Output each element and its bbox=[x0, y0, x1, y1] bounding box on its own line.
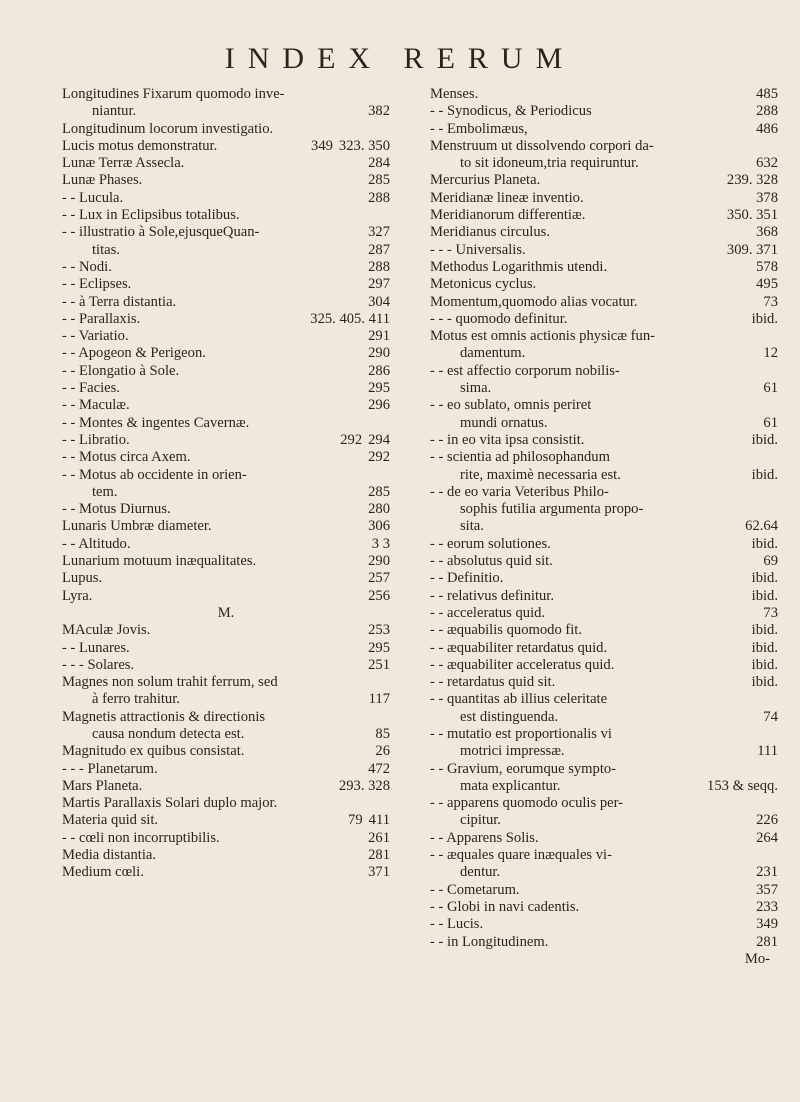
index-entry bbox=[430, 467, 778, 484]
catchword: Mo- bbox=[744, 950, 770, 967]
entry-text: - - eo sublato, omnis periret bbox=[430, 397, 592, 414]
entry-text: Longitudinum locorum investigatio. bbox=[62, 120, 274, 137]
entry-text: - - Motus ab occidente in orien- bbox=[62, 466, 247, 483]
entry-text: - - Elongatio à Sole. bbox=[62, 362, 180, 379]
index-entry bbox=[430, 622, 778, 639]
page-reference: ibid. bbox=[751, 431, 778, 448]
entry-text: - - Apogeon & Perigeon. bbox=[62, 345, 206, 362]
entry-text: niantur. bbox=[92, 103, 137, 120]
entry-text: - - mutatio est proportionalis vi bbox=[430, 725, 612, 742]
entry-text: rite, maximè necessaria est. bbox=[460, 466, 621, 483]
entry-text: cipitur. bbox=[460, 812, 501, 829]
entry-text: Media distantia. bbox=[62, 847, 157, 864]
index-entry bbox=[430, 86, 778, 103]
entry-text: sophis futilia argumenta propo- bbox=[460, 501, 644, 518]
page-reference: 297 bbox=[368, 276, 390, 293]
page-reference: ibid. bbox=[751, 674, 778, 691]
index-entry bbox=[430, 882, 778, 899]
index-entry bbox=[62, 830, 390, 847]
index-entry bbox=[62, 276, 390, 293]
page-reference: ibid. bbox=[751, 535, 778, 552]
index-entry bbox=[62, 778, 390, 795]
entry-text: - - relativus definitur. bbox=[430, 587, 555, 604]
page-reference: 306 bbox=[368, 518, 390, 535]
page-reference: 295 bbox=[368, 639, 390, 656]
entry-text: - - - quomodo definitur. bbox=[430, 310, 568, 327]
page-reference: 3 3 bbox=[371, 535, 390, 552]
entry-text: - - est affectio corporum nobilis- bbox=[430, 362, 620, 379]
index-entry bbox=[430, 501, 778, 518]
page-reference: 632 bbox=[756, 155, 778, 172]
entry-text: damentum. bbox=[460, 345, 526, 362]
page-reference: 286 bbox=[368, 362, 390, 379]
entry-text: - - Eclipses. bbox=[62, 276, 132, 293]
entry-text: - - - Universalis. bbox=[430, 241, 526, 258]
entry-text: Longitudines Fixarum quomodo inve- bbox=[62, 86, 285, 102]
index-entry bbox=[62, 847, 390, 864]
letter-heading: M. bbox=[217, 604, 235, 621]
index-entry bbox=[62, 743, 390, 760]
page-reference: 62.64 bbox=[745, 518, 778, 535]
page-reference: 294 bbox=[368, 431, 390, 448]
page-reference: ibid. bbox=[751, 639, 778, 656]
page-reference: 257 bbox=[368, 570, 390, 587]
page-reference: 74 bbox=[763, 708, 778, 725]
index-entry bbox=[430, 397, 778, 414]
index-entry bbox=[62, 761, 390, 778]
entry-text: - - Gravium, eorumque sympto- bbox=[430, 760, 617, 777]
index-entry bbox=[62, 622, 390, 639]
page-reference: 291 bbox=[368, 328, 390, 345]
entry-text: - - cœli non incorruptibilis. bbox=[62, 829, 220, 846]
index-entry bbox=[430, 934, 778, 951]
page-reference: 292 bbox=[340, 431, 363, 448]
index-entry bbox=[430, 640, 778, 657]
page-reference: 304 bbox=[368, 293, 390, 310]
entry-text: Magnes non solum trahit ferrum, sed bbox=[62, 674, 278, 691]
index-entry bbox=[430, 847, 778, 864]
index-entry bbox=[62, 536, 390, 553]
index-entry bbox=[62, 795, 390, 812]
entry-text: - - Globi in navi cadentis. bbox=[430, 898, 580, 915]
index-entry bbox=[62, 397, 390, 414]
index-entry bbox=[62, 311, 390, 328]
entry-text: mata explicantur. bbox=[460, 777, 561, 794]
page-reference: 495 bbox=[756, 276, 778, 293]
page-reference: 85 bbox=[375, 725, 390, 742]
page-reference: 371 bbox=[368, 864, 390, 881]
index-entry bbox=[62, 691, 390, 708]
entry-text: - - Variatio. bbox=[62, 328, 129, 345]
index-entry bbox=[62, 363, 390, 380]
index-entry bbox=[430, 899, 778, 916]
entry-text: Lyra. bbox=[62, 587, 93, 604]
index-entry bbox=[430, 812, 778, 829]
page-reference: 290 bbox=[368, 553, 390, 570]
entry-text: - - Apparens Solis. bbox=[430, 829, 539, 846]
page-reference: 349 bbox=[756, 916, 778, 933]
page-reference: 285 bbox=[368, 172, 390, 189]
entry-text: Menstruum ut dissolvendo corpori da- bbox=[430, 137, 654, 154]
index-entry bbox=[62, 207, 390, 224]
page-reference: ibid. bbox=[751, 310, 778, 327]
index-entry bbox=[430, 363, 778, 380]
index-entry bbox=[430, 276, 778, 293]
entry-text: - - Maculæ. bbox=[62, 397, 130, 414]
index-entry bbox=[430, 553, 778, 570]
entry-text: - - Lux in Eclipsibus totalibus. bbox=[62, 207, 240, 224]
page-reference: 264 bbox=[756, 829, 778, 846]
entry-text: à ferro trahitur. bbox=[92, 691, 180, 708]
index-entry bbox=[430, 311, 778, 328]
entry-text: - - Cometarum. bbox=[430, 881, 520, 898]
page-reference: 226 bbox=[756, 812, 778, 829]
index-entry bbox=[62, 553, 390, 570]
index-entry bbox=[62, 726, 390, 743]
index-entry bbox=[62, 432, 390, 449]
page-reference: 256 bbox=[368, 587, 390, 604]
page-reference: 285 bbox=[368, 483, 390, 500]
index-entry bbox=[62, 657, 390, 674]
index-entry bbox=[430, 726, 778, 743]
entry-text: - - Libratio. bbox=[62, 431, 130, 448]
entry-text: - - acceleratus quid. bbox=[430, 604, 546, 621]
index-entry bbox=[430, 761, 778, 778]
page-reference: 73 bbox=[763, 604, 778, 621]
entry-text: - - scientia ad philosophandum bbox=[430, 449, 610, 466]
index-entry bbox=[62, 709, 390, 726]
index-entry bbox=[430, 224, 778, 241]
page-reference: ibid. bbox=[751, 622, 778, 639]
page-reference: 253 bbox=[368, 622, 390, 639]
page-reference: 153 & seqq. bbox=[707, 777, 778, 794]
page-reference: 378 bbox=[756, 189, 778, 206]
page-reference: 293. 328 bbox=[338, 777, 390, 794]
page-reference: 292 bbox=[368, 449, 390, 466]
entry-text: sita. bbox=[460, 518, 484, 535]
index-entry bbox=[430, 432, 778, 449]
index-entry bbox=[430, 657, 778, 674]
index-entry bbox=[62, 242, 390, 259]
index-entry bbox=[62, 155, 390, 172]
page-reference: 287 bbox=[368, 241, 390, 258]
left-column bbox=[62, 86, 390, 882]
entry-text: - - Montes & ingentes Cavernæ. bbox=[62, 414, 250, 431]
entry-text: titas. bbox=[92, 241, 120, 258]
entry-text: sima. bbox=[460, 380, 492, 397]
entry-text: - - Lunares. bbox=[62, 639, 130, 656]
entry-text: - - æquabilis quomodo fit. bbox=[430, 622, 583, 639]
page-reference: 295 bbox=[368, 380, 390, 397]
index-entry bbox=[430, 674, 778, 691]
page-reference: 280 bbox=[368, 501, 390, 518]
entry-text: Meridianus circulus. bbox=[430, 224, 550, 241]
index-entry bbox=[430, 449, 778, 466]
entry-text: - - retardatus quid sit. bbox=[430, 674, 556, 691]
index-entry bbox=[430, 294, 778, 311]
index-entry bbox=[430, 709, 778, 726]
page-reference: 26 bbox=[375, 743, 390, 760]
entry-text: - - in eo vita ipsa consistit. bbox=[430, 431, 585, 448]
page-reference: 472 bbox=[368, 760, 390, 777]
index-entry bbox=[430, 328, 778, 345]
entry-text: - - absolutus quid sit. bbox=[430, 553, 553, 570]
page-reference: 61 bbox=[763, 380, 778, 397]
index-entry bbox=[62, 328, 390, 345]
entry-text: - - Synodicus, & Periodicus bbox=[430, 103, 592, 120]
running-head: INDEX RERUM bbox=[224, 42, 576, 75]
entry-text: to sit idoneum,tria requiruntur. bbox=[460, 155, 639, 172]
page-reference: 288 bbox=[368, 189, 390, 206]
page-reference: 281 bbox=[756, 933, 778, 950]
page-reference: 486 bbox=[756, 120, 778, 137]
entry-text: - - in Longitudinem. bbox=[430, 933, 549, 950]
index-entry bbox=[430, 207, 778, 224]
page-reference: 288 bbox=[368, 258, 390, 275]
index-entry bbox=[62, 294, 390, 311]
page-reference: 288 bbox=[756, 103, 778, 120]
index-entry bbox=[62, 467, 390, 484]
index-entry bbox=[62, 172, 390, 189]
entry-text: - - Lucis. bbox=[430, 916, 484, 933]
page-reference: 368 bbox=[756, 224, 778, 241]
entry-text: Lucis motus demonstratur. bbox=[62, 137, 218, 154]
right-column bbox=[430, 86, 778, 968]
index-entry bbox=[62, 345, 390, 362]
index-entry bbox=[430, 172, 778, 189]
index-entry bbox=[62, 259, 390, 276]
page-reference: 349 bbox=[311, 137, 333, 154]
page-reference: ibid. bbox=[751, 570, 778, 587]
entry-text: - - Definitio. bbox=[430, 570, 504, 587]
index-entry bbox=[430, 138, 778, 155]
entry-text: Lunaris Umbræ diameter. bbox=[62, 518, 212, 535]
entry-text: - - de eo varia Veteribus Philo- bbox=[430, 483, 609, 500]
index-entry bbox=[430, 415, 778, 432]
index-entry bbox=[62, 674, 390, 691]
entry-text: - - quantitas ab illius celeritate bbox=[430, 691, 608, 708]
index-entry bbox=[62, 121, 390, 138]
page-reference: 382 bbox=[368, 103, 390, 120]
entry-text: - - æquabiliter acceleratus quid. bbox=[430, 656, 615, 673]
page-reference: 233 bbox=[756, 898, 778, 915]
entry-text: Menses. bbox=[430, 86, 479, 102]
page-reference: 69 bbox=[763, 553, 778, 570]
entry-text: Mercurius Planeta. bbox=[430, 172, 541, 189]
page-reference: 296 bbox=[368, 397, 390, 414]
index-entry bbox=[430, 259, 778, 276]
index-entry bbox=[430, 570, 778, 587]
page-reference: ibid. bbox=[751, 466, 778, 483]
index-entry bbox=[62, 449, 390, 466]
page-reference: 327 bbox=[368, 224, 390, 241]
index-entry bbox=[430, 743, 778, 760]
entry-text: Meridianorum differentiæ. bbox=[430, 207, 586, 224]
entry-text: - - æquales quare inæquales vi- bbox=[430, 847, 612, 864]
page-reference: 323. 350 bbox=[338, 137, 390, 154]
index-entry bbox=[430, 864, 778, 881]
entry-text: Lunæ Terræ Assecla. bbox=[62, 155, 185, 172]
page-reference: 61 bbox=[763, 414, 778, 431]
page-reference: 231 bbox=[756, 864, 778, 881]
entry-text: Martis Parallaxis Solari duplo major. bbox=[62, 795, 278, 812]
index-entry bbox=[62, 380, 390, 397]
index-entry bbox=[62, 224, 390, 241]
entry-text: mundi ornatus. bbox=[460, 414, 548, 431]
entry-text: - - Parallaxis. bbox=[62, 310, 141, 327]
page-reference: 12 bbox=[763, 345, 778, 362]
entry-text: Lunæ Phases. bbox=[62, 172, 143, 189]
index-entry bbox=[62, 501, 390, 518]
entry-text: Methodus Logarithmis utendi. bbox=[430, 258, 608, 275]
entry-text: - - - Planetarum. bbox=[62, 760, 158, 777]
index-entry bbox=[62, 570, 390, 587]
entry-text: - - Facies. bbox=[62, 380, 120, 397]
index-entry bbox=[62, 484, 390, 501]
page-reference: 73 bbox=[763, 293, 778, 310]
page-reference: 239. 328 bbox=[726, 172, 778, 189]
entry-text: Lupus. bbox=[62, 570, 103, 587]
entry-text: - - Motus Diurnus. bbox=[62, 501, 171, 518]
entry-text: - - apparens quomodo oculis per- bbox=[430, 795, 624, 812]
index-entry bbox=[430, 588, 778, 605]
index-entry bbox=[430, 605, 778, 622]
index-entry bbox=[62, 588, 390, 605]
page-reference: 284 bbox=[368, 155, 390, 172]
page-reference: 325. 405. 411 bbox=[310, 310, 390, 327]
page-reference: 357 bbox=[756, 881, 778, 898]
index-entry bbox=[430, 103, 778, 120]
index-entry bbox=[430, 830, 778, 847]
index-entry bbox=[430, 190, 778, 207]
entry-text: - - Nodi. bbox=[62, 258, 112, 275]
entry-text: - - illustratio à Sole,ejusqueQuan- bbox=[62, 224, 260, 241]
entry-text: Metonicus cyclus. bbox=[430, 276, 537, 293]
entry-text: est distinguenda. bbox=[460, 708, 559, 725]
page-reference: 350. 351 bbox=[726, 207, 778, 224]
entry-text: causa nondum detecta est. bbox=[92, 725, 245, 742]
index-entry bbox=[62, 518, 390, 535]
index-entry bbox=[430, 484, 778, 501]
index-entry bbox=[430, 518, 778, 535]
index-entry bbox=[62, 640, 390, 657]
entry-text: Mars Planeta. bbox=[62, 777, 143, 794]
index-entry bbox=[62, 86, 390, 103]
index-entry bbox=[430, 345, 778, 362]
index-entry bbox=[62, 812, 390, 829]
entry-text: Medium cœli. bbox=[62, 864, 144, 881]
index-entry bbox=[62, 103, 390, 120]
entry-text: tem. bbox=[92, 483, 118, 500]
entry-text: Motus est omnis actionis physicæ fun- bbox=[430, 328, 655, 345]
index-entry bbox=[430, 795, 778, 812]
entry-text: - - Motus circa Axem. bbox=[62, 449, 191, 466]
page-reference: 281 bbox=[368, 847, 390, 864]
page-reference: 261 bbox=[368, 829, 390, 846]
page-reference: 485 bbox=[756, 86, 778, 102]
entry-text: - - à Terra distantia. bbox=[62, 293, 177, 310]
index-entry bbox=[62, 415, 390, 432]
page-reference: 251 bbox=[368, 656, 390, 673]
entry-text: - - - Solares. bbox=[62, 656, 135, 673]
page-reference: 578 bbox=[756, 258, 778, 275]
index-entry bbox=[430, 155, 778, 172]
entry-text: - - eorum solutiones. bbox=[430, 535, 551, 552]
entry-text: Magnitudo ex quibus consistat. bbox=[62, 743, 245, 760]
page-reference: 117 bbox=[368, 691, 390, 708]
index-entry bbox=[62, 190, 390, 207]
index-entry bbox=[430, 778, 778, 795]
entry-text: motrici impressæ. bbox=[460, 743, 565, 760]
index-entry bbox=[430, 121, 778, 138]
page-reference: 79 bbox=[348, 812, 363, 829]
page-reference: ibid. bbox=[751, 656, 778, 673]
entry-text: dentur. bbox=[460, 864, 501, 881]
page-reference: 290 bbox=[368, 345, 390, 362]
index-entry bbox=[430, 242, 778, 259]
page-reference: 411 bbox=[368, 812, 390, 829]
entry-text: Meridianæ lineæ inventio. bbox=[430, 189, 584, 206]
index-entry bbox=[430, 380, 778, 397]
entry-text: Materia quid sit. bbox=[62, 812, 159, 829]
entry-text: Lunarium motuum inæqualitates. bbox=[62, 553, 257, 570]
page-reference: 309. 371 bbox=[726, 241, 778, 258]
entry-text: MAculæ Jovis. bbox=[62, 622, 151, 639]
page-reference: 111 bbox=[757, 743, 778, 760]
entry-text: - - Altitudo. bbox=[62, 535, 131, 552]
entry-text: - - æquabiliter retardatus quid. bbox=[430, 639, 608, 656]
index-entry bbox=[62, 864, 390, 881]
index-entry bbox=[430, 536, 778, 553]
page-reference: ibid. bbox=[751, 587, 778, 604]
entry-text: Magnetis attractionis & directionis bbox=[62, 708, 266, 725]
entry-text: Momentum,quomodo alias vocatur. bbox=[430, 293, 638, 310]
index-entry bbox=[430, 691, 778, 708]
entry-text: - - Embolimæus, bbox=[430, 120, 528, 137]
index-entry bbox=[430, 916, 778, 933]
entry-text: - - Lucula. bbox=[62, 189, 124, 206]
